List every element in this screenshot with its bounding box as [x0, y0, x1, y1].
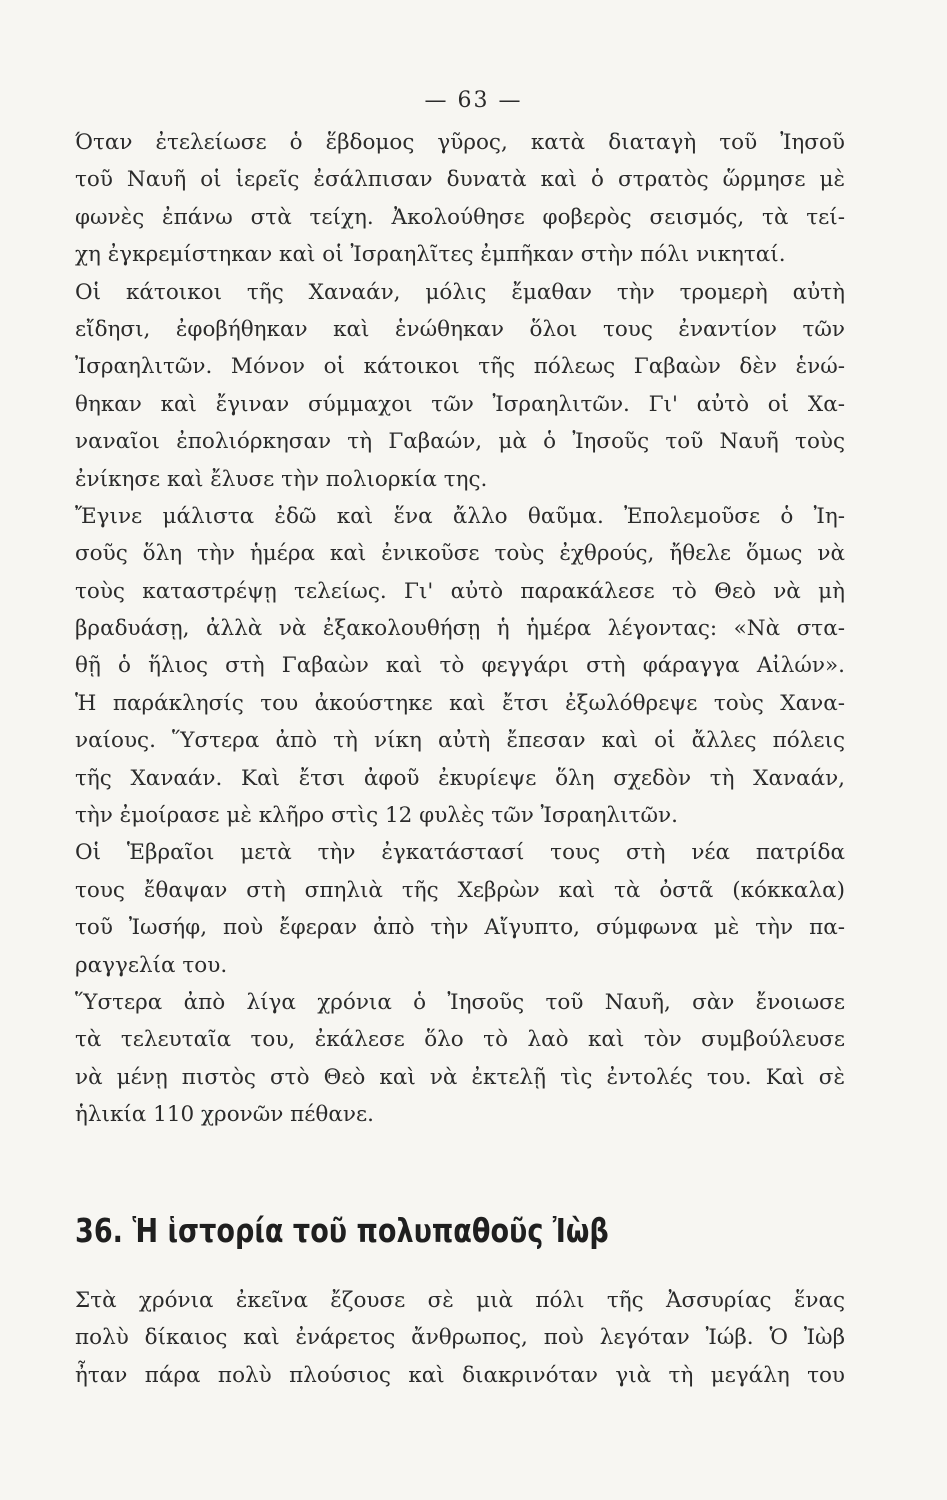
text-line: Στὰ χρόνια ἐκεῖνα ἔζουσε σὲ μιὰ πόλι τῆς Ἀσσυρίας ἕνας [75, 1288, 845, 1313]
text-line: θῇ ὁ ἥλιος στὴ Γαβαὼν καὶ τὸ φεγγάρι στὴ φάραγγα Αἰλών». [75, 653, 845, 679]
text-line: τοῦ Ἰωσήφ, ποὺ ἔφεραν ἀπὸ τὴν Αἴγυπτο, σύμφωνα μὲ τὴν πα- [75, 915, 845, 941]
text-line: ἐνίκησε καὶ ἔλυσε τὴν πολιορκία της. [75, 466, 488, 492]
text-line: Ὕστερα ἀπὸ λίγα χρόνια ὁ Ἰησοῦς τοῦ Ναυῆ, σὰν ἔνοιωσε [75, 989, 845, 1015]
text-line: Όταν ἐτελείωσε ὁ ἕβδομος γῦρος, κατὰ διαταγὴ τοῦ Ἰησοῦ [75, 130, 845, 155]
text-line: βραδυάσῃ, ἀλλὰ νὰ ἐξακολουθήσῃ ἡ ἡμέρα λέγοντας: «Νὰ στα- [75, 616, 845, 642]
text-line: τους ἔθαψαν στὴ σπηλιὰ τῆς Χεβρὼν καὶ τὰ ὀστᾶ (κόκκαλα) [75, 877, 845, 903]
text-line: ἦταν πάρα πολὺ πλούσιος καὶ διακρινόταν γιὰ τὴ μεγάλη του [75, 1362, 845, 1388]
text-line: θηκαν καὶ ἔγιναν σύμμαχοι τῶν Ἰσραηλιτῶν. Γι' αὐτὸ οἱ Χα- [75, 391, 845, 417]
text-line: Ἰσραηλιτῶν. Μόνον οἱ κάτοικοι τῆς πόλεως Γαβαὼν δὲν ἑνώ- [75, 354, 845, 380]
text-line: σοῦς ὅλη τὴν ἡμέρα καὶ ἐνικοῦσε τοὺς ἐχθρούς, ἤθελε ὅμως νὰ [75, 541, 845, 567]
text-line: φωνὲς ἐπάνω στὰ τείχη. Ἀκολούθησε φοβερὸς σεισμός, τὰ τεί- [75, 204, 845, 230]
section-text [75, 1282, 845, 1394]
text-line: χη ἐγκρεμίστηκαν καὶ οἱ Ἰσραηλῖτες ἐμπῆκαν στὴν πόλι νικηταί. [75, 242, 786, 268]
text-line: Οἱ κάτοικοι τῆς Χαναάν, μόλις ἔμαθαν τὴν τρομερὴ αὐτὴ [75, 279, 845, 305]
text-line: ραγγελία του. [75, 952, 228, 978]
body-text [75, 124, 845, 1134]
section-heading: 36. Ἡ ἱστορία τοῦ πολυπαθοῦς Ἰὼβ [75, 1211, 609, 1250]
text-line: Ἡ παράκλησίς του ἀκούστηκε καὶ ἔτσι ἐξωλόθρεψε τοὺς Χανα- [75, 690, 845, 716]
text-line: πολὺ δίκαιος καὶ ἐνάρετος ἄνθρωπος, ποὺ λεγόταν Ἰώβ. Ὁ Ἰὼβ [75, 1325, 845, 1351]
text-line: Οἱ Ἑβραῖοι μετὰ τὴν ἐγκατάστασί τους στὴ νέα πατρίδα [75, 840, 845, 866]
text-line: τῆς Χαναάν. Καὶ ἔτσι ἀφοῦ ἐκυρίεψε ὅλη σχεδὸν τὴ Χαναάν, [75, 765, 845, 791]
page-number: — 63 — [424, 88, 523, 113]
text-line: ἡλικία 110 χρονῶν πέθανε. [75, 1102, 374, 1128]
text-line: εἴδησι, ἐφοβήθηκαν καὶ ἑνώθηκαν ὅλοι τους ἐναντίον τῶν [75, 316, 845, 342]
text-line: Ἔγινε μάλιστα ἐδῶ καὶ ἕνα ἄλλο θαῦμα. Ἐπολεμοῦσε ὁ Ἰη- [75, 503, 845, 529]
text-line: τὰ τελευταῖα του, ἐκάλεσε ὅλο τὸ λαὸ καὶ τὸν συμβούλευσε [75, 1027, 845, 1053]
text-line: τοὺς καταστρέψῃ τελείως. Γι' αὐτὸ παρακάλεσε τὸ Θεὸ νὰ μὴ [75, 578, 845, 604]
text-line: ναίους. Ὕστερα ἀπὸ τὴ νίκη αὐτὴ ἔπεσαν καὶ οἱ ἄλλες πόλεις [75, 728, 845, 754]
text-line: τὴν ἐμοίρασε μὲ κλῆρο στὶς 12 φυλὲς τῶν Ἰσραηλιτῶν. [75, 803, 678, 829]
text-line: ναναῖοι ἐπολιόρκησαν τὴ Γαβαών, μὰ ὁ Ἰησοῦς τοῦ Ναυῆ τοὺς [75, 429, 845, 455]
text-line: νὰ μένῃ πιστὸς στὸ Θεὸ καὶ νὰ ἐκτελῇ τὶς ἐντολές του. Καὶ σὲ [75, 1064, 845, 1090]
text-line: τοῦ Ναυῆ οἱ ἱερεῖς ἐσάλπισαν δυνατὰ καὶ ὁ στρατὸς ὥρμησε μὲ [75, 167, 845, 193]
